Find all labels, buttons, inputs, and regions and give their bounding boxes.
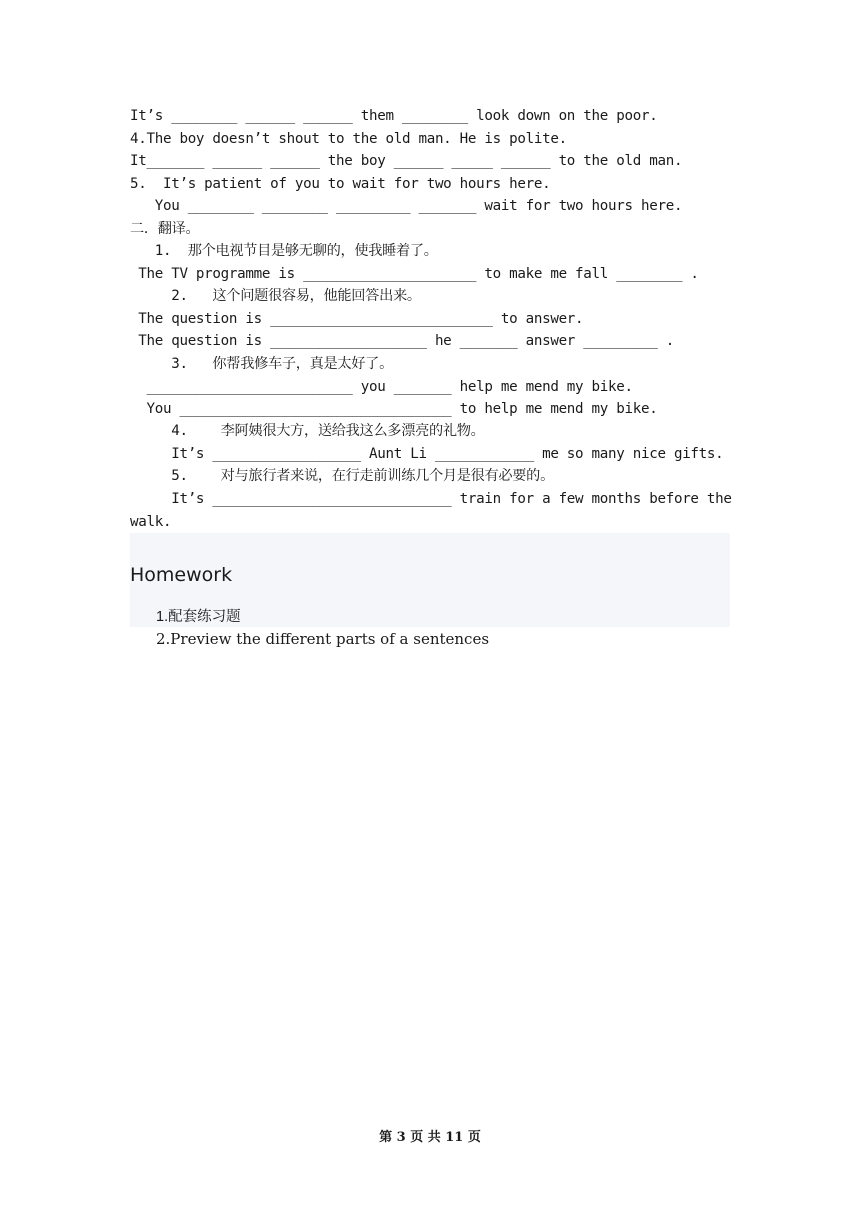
chinese-prompt: 5. 对与旅行者来说，在行走前训练几个月是很有必要的。 [130, 468, 554, 484]
exercise-line: walk. [130, 514, 172, 530]
homework-item: 2.Preview the different parts of a sentences [156, 630, 490, 648]
exercise-line: The question is ___________________ he _______ answer _________ . [130, 333, 674, 349]
exercise-line: _________________________ you _______ help me mend my bike. [130, 379, 633, 395]
homework-item: 1.配套练习题 [156, 609, 241, 625]
chinese-prompt: 1. 那个电视节目是够无聊的，使我睡着了。 [130, 243, 438, 259]
chinese-prompt: 4. 李阿姨很大方，送给我这么多漂亮的礼物。 [130, 423, 485, 439]
exercise-line: It’s ________ ______ ______ them ________ look down on the poor. [130, 108, 658, 124]
chinese-prompt: 2. 这个问题很容易，他能回答出来。 [130, 288, 421, 304]
exercise-line: It’s _____________________________ train for a few months before the [130, 491, 732, 507]
exercise-line: 4.The boy doesn’t shout to the old man. He is polite. [130, 131, 567, 147]
exercise-line: The TV programme is _____________________ to make me fall ________ . [130, 266, 699, 282]
exercise-line: 5. It’s patient of you to wait for two hours here. [130, 176, 551, 192]
exercise-line: You _________________________________ to help me mend my bike. [130, 401, 658, 417]
section-heading: 二．翻译。 [130, 221, 200, 237]
page-footer: 第 3 页 共 11 页 [379, 1130, 481, 1145]
exercise-line: It_______ ______ ______ the boy ______ _____ ______ to the old man. [130, 153, 683, 169]
exercise-line: You ________ ________ _________ _______ wait for two hours here. [130, 198, 683, 214]
chinese-prompt: 3. 你帮我修车子，真是太好了。 [130, 356, 393, 372]
homework-title: Homework [130, 564, 233, 586]
exercise-line: The question is ___________________________ to answer. [130, 311, 584, 327]
exercise-line: It’s __________________ Aunt Li ____________ me so many nice gifts. [130, 446, 724, 462]
